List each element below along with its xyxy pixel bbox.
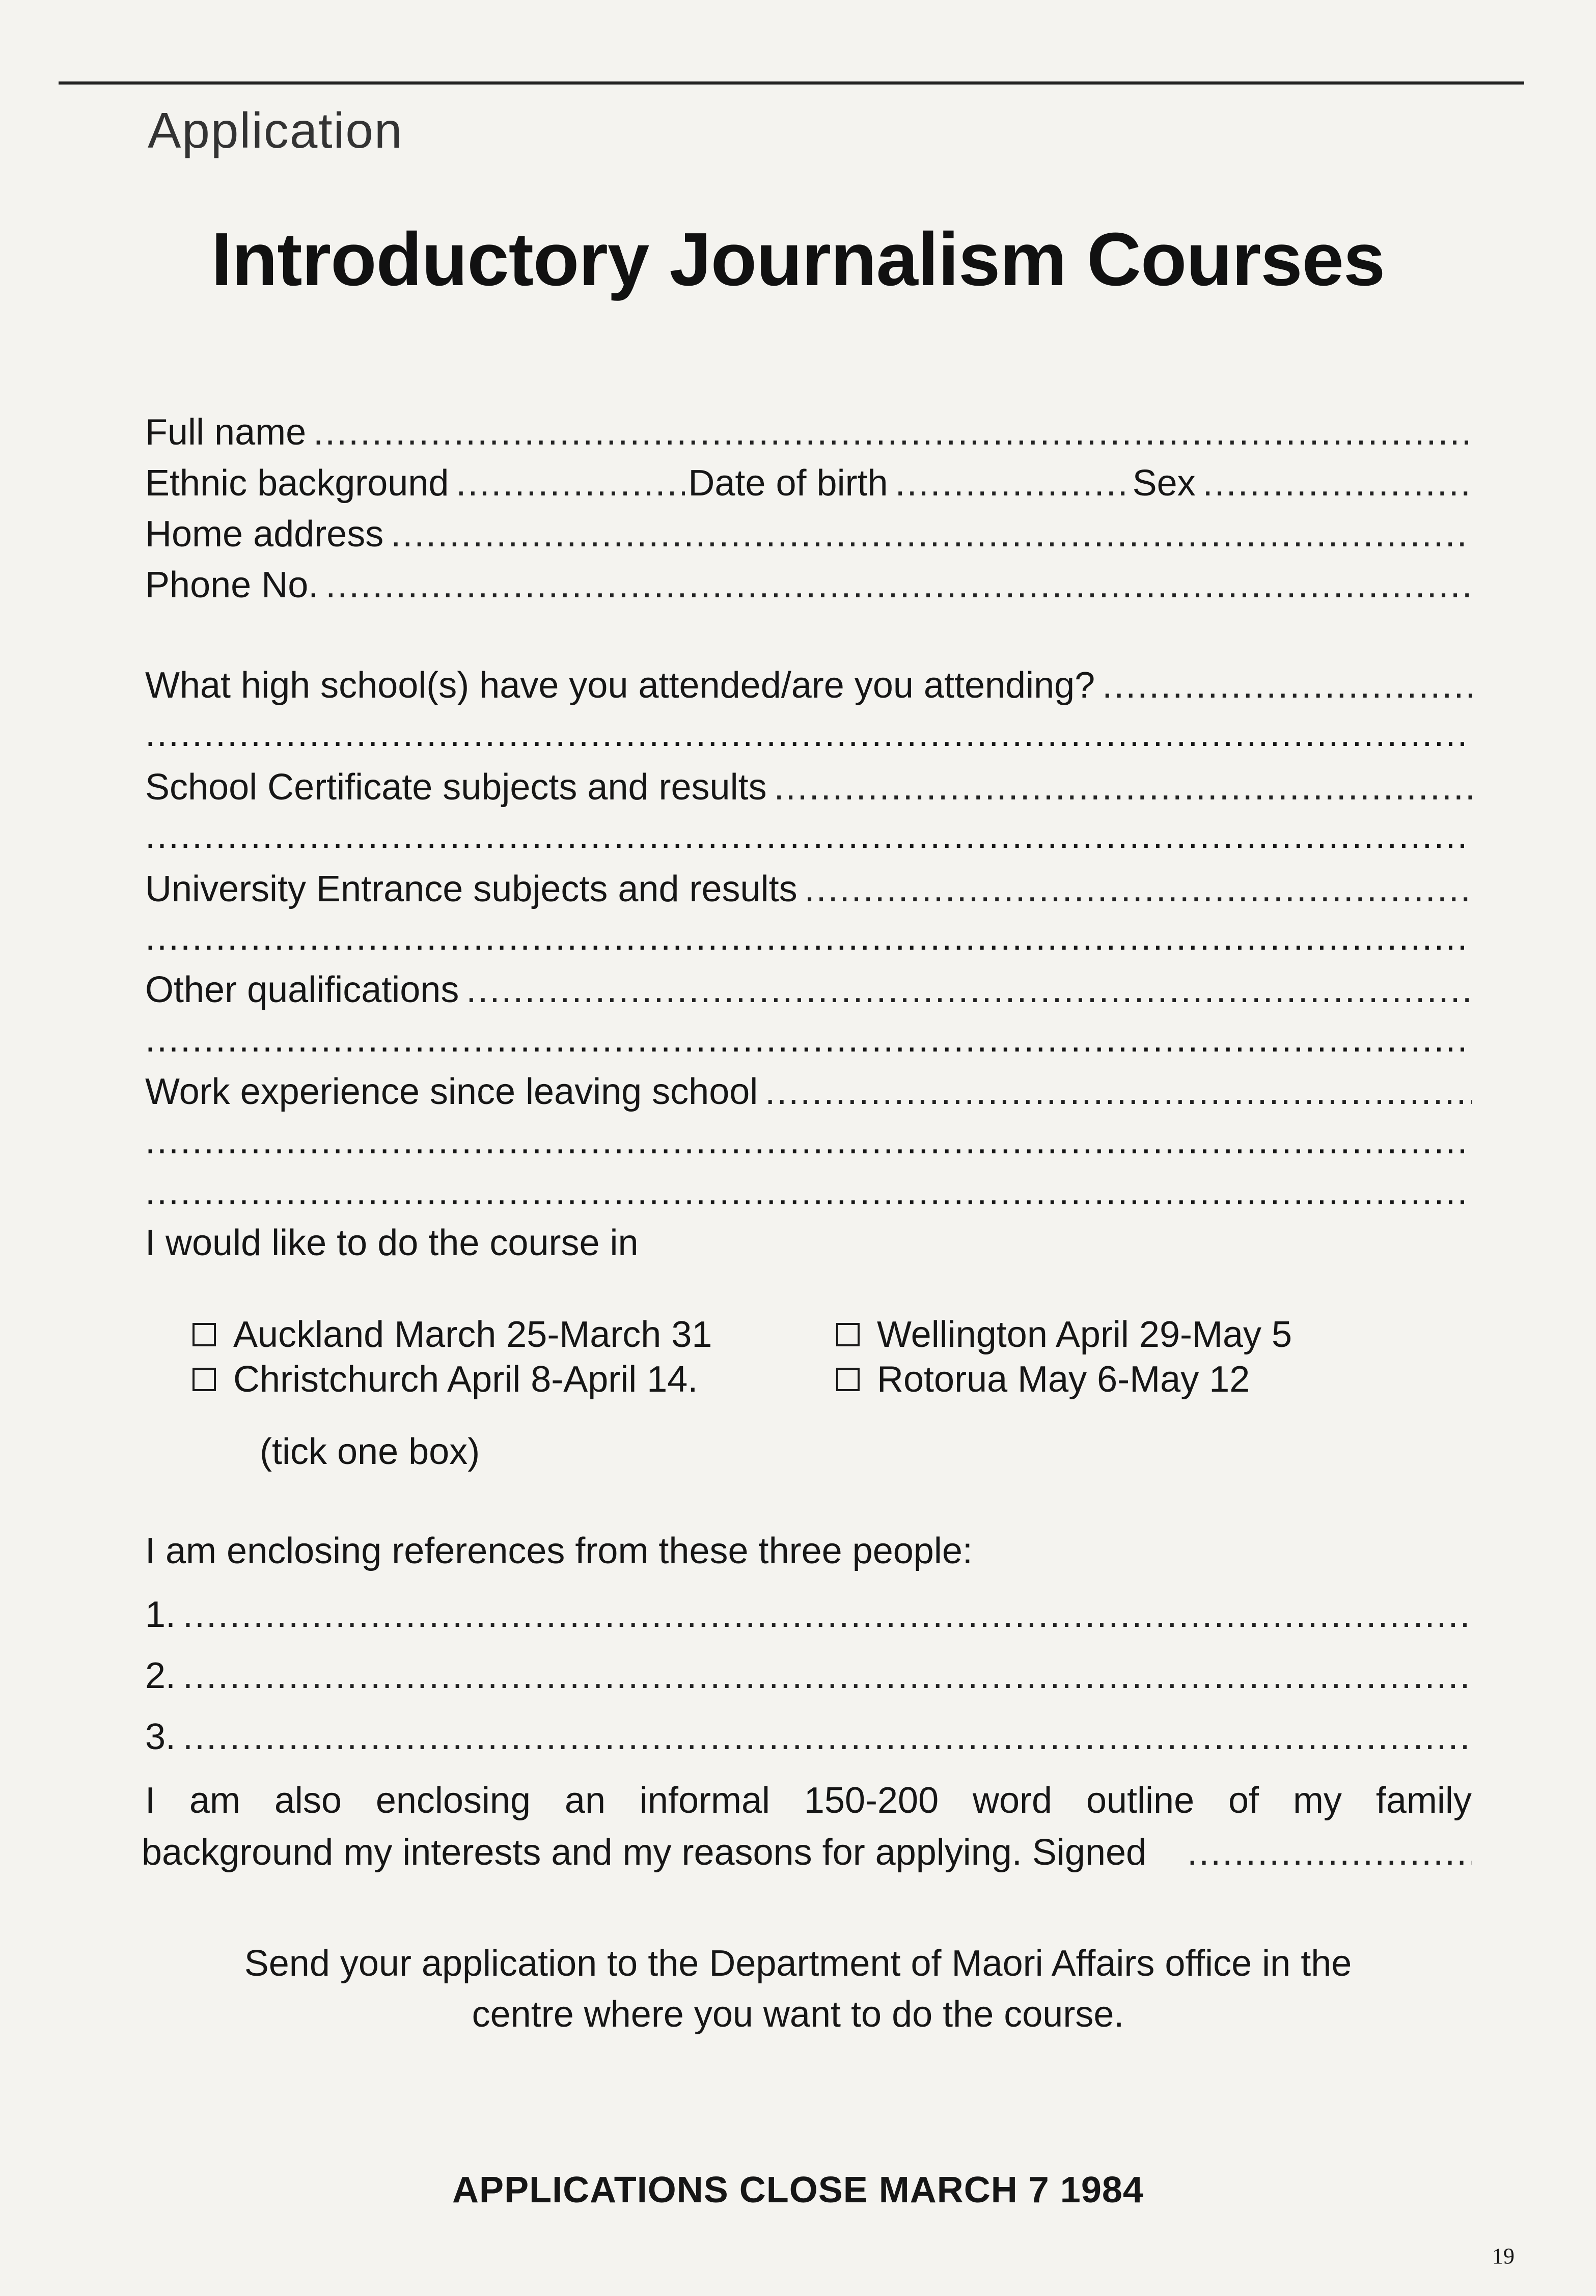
option-wellington[interactable] [836,1314,1292,1356]
other-qualifications-label: Other qualifications [145,970,459,1010]
ethnic-background-blank[interactable] [456,462,685,504]
outline-word: am [189,1780,240,1821]
signature-blank[interactable] [1187,1832,1472,1873]
outline-word: an [564,1780,606,1821]
phone-label: Phone No. [145,565,319,605]
rotorua-option-label: Rotorua May 6-May 12 [877,1359,1250,1400]
references-prompt: I am enclosing references from these three people: [145,1531,973,1571]
outline-word: of [1228,1780,1259,1821]
school-certificate-field[interactable] [145,766,1472,808]
university-entrance-extra-line[interactable] [145,917,1472,958]
university-entrance-label: University Entrance subjects and results [145,869,797,909]
reference-3-blank[interactable] [183,1716,1472,1758]
high-school-label: What high school(s) have you attended/are you attending? [145,665,1095,706]
option-rotorua[interactable] [836,1359,1250,1400]
full-name-label: Full name [145,412,307,453]
phone-field[interactable] [145,564,1472,606]
option-auckland[interactable] [192,1314,712,1356]
reference-1-blank[interactable] [183,1594,1472,1636]
work-experience-label: Work experience since leaving school [145,1071,758,1112]
ethnic-background-label: Ethnic background [145,463,449,504]
other-qualifications-field[interactable] [145,969,1472,1011]
outline-word: outline [1086,1780,1195,1821]
rotorua-checkbox[interactable] [836,1368,860,1391]
reference-3-field[interactable] [145,1716,1472,1758]
send-instructions-line-1: Send your application to the Department of Maori Affairs office in the [244,1943,1352,1984]
work-experience-field[interactable] [145,1071,1472,1113]
top-rule [59,81,1524,85]
sex-label: Sex [1132,463,1196,504]
university-entrance-field[interactable] [145,868,1472,910]
other-qualifications-blank[interactable] [466,969,1472,1011]
school-certificate-blank[interactable] [774,766,1472,808]
phone-blank[interactable] [325,564,1472,606]
outline-word: 150-200 [804,1780,939,1821]
reference-3-number: 3. [145,1717,176,1757]
reference-1-number: 1. [145,1594,176,1635]
home-address-blank[interactable] [391,513,1472,555]
section-label: Application [148,102,403,158]
auckland-checkbox[interactable] [192,1323,216,1346]
tick-one-hint: (tick one box) [260,1431,480,1472]
outline-word: enclosing [375,1780,531,1821]
full-name-blank[interactable] [313,411,1472,453]
reference-2-blank[interactable] [183,1655,1472,1697]
outline-word: informal [639,1780,770,1821]
outline-line-2: background my interests and my reasons for applying. Signed [142,1832,1147,1873]
wellington-option-label: Wellington April 29-May 5 [877,1314,1292,1355]
page-title: Introductory Journalism Courses [211,217,1385,301]
signature-field[interactable] [142,1832,1472,1873]
school-certificate-label: School Certificate subjects and results [145,767,767,808]
ethnic-dob-sex-row [145,462,1472,504]
university-entrance-blank[interactable] [805,868,1472,910]
auckland-option-label: Auckland March 25-March 31 [233,1314,712,1355]
course-prompt: I would like to do the course in [145,1223,639,1263]
christchurch-checkbox[interactable] [192,1368,216,1391]
outline-word: my [1292,1780,1342,1821]
work-experience-blank[interactable] [765,1071,1472,1113]
outline-word: I [145,1780,156,1821]
home-address-field[interactable] [145,513,1472,555]
school-certificate-extra-line[interactable] [145,815,1472,856]
outline-word: family [1375,1780,1472,1821]
closing-deadline: APPLICATIONS CLOSE MARCH 7 1984 [452,2170,1144,2210]
other-qualifications-extra-line[interactable] [145,1018,1472,1060]
work-experience-extra-line-1[interactable] [145,1120,1472,1162]
home-address-label: Home address [145,514,384,555]
high-school-extra-line[interactable] [145,713,1472,755]
reference-2-field[interactable] [145,1655,1472,1697]
wellington-checkbox[interactable] [836,1323,860,1346]
sex-blank[interactable] [1203,462,1472,504]
page-number: 19 [1492,2244,1515,2269]
high-school-field[interactable] [145,665,1472,706]
outline-word: word [973,1780,1053,1821]
christchurch-option-label: Christchurch April 8-April 14. [233,1359,698,1400]
date-of-birth-label: Date of birth [688,463,888,504]
full-name-field[interactable] [145,411,1472,453]
outline-word: also [274,1780,342,1821]
outline-line-1 [145,1780,1472,1821]
option-christchurch[interactable] [192,1359,698,1400]
reference-1-field[interactable] [145,1594,1472,1636]
high-school-blank[interactable] [1102,665,1472,706]
work-experience-extra-line-2[interactable] [145,1171,1472,1213]
reference-2-number: 2. [145,1655,176,1696]
date-of-birth-blank[interactable] [895,462,1130,504]
send-instructions-line-2: centre where you want to do the course. [472,1994,1124,2035]
